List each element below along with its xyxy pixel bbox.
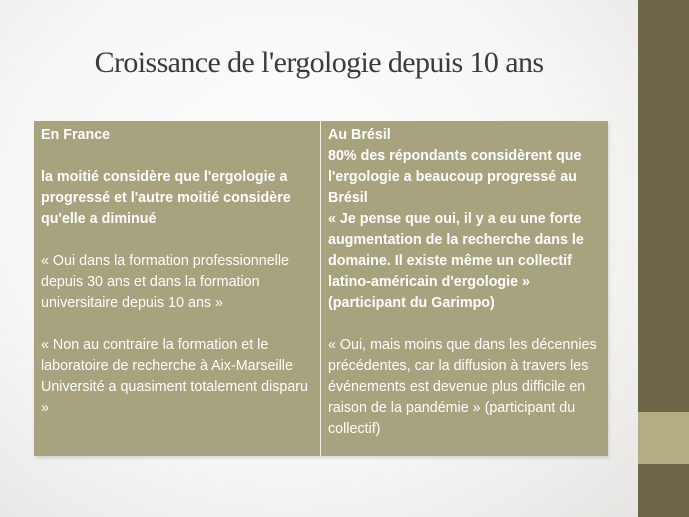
spacer [41,230,314,251]
column-header-bresil: Au Brésil [328,127,391,143]
side-accent-strip-middle [638,412,689,464]
column-header-france: En France [41,127,111,143]
table-column-bresil [321,121,608,456]
side-accent-strip-top [638,0,689,412]
table-column-france [34,121,321,456]
bresil-summary: 80% des répondants considèrent que l'ergologie a beaucoup progressé au Brésil [328,148,582,206]
france-quote-2: « Non au contraire la formation et le laboratoire de recherche à Aix-Marseille Université a quasiment totalement disparu » [41,337,309,416]
bresil-quote-1: « Je pense que oui, il y a eu une forte augmentation de la recherche dans le domaine. Il existe même un collectif latino-américain d'ergologie » (participant du Garimpo) [328,211,584,311]
france-summary: la moitié considère que l'ergologie a progressé et l'autre moitié considère qu'elle a diminué [41,169,291,227]
spacer [328,314,602,335]
side-accent-strip-bottom [638,464,689,517]
comparison-table [34,121,608,456]
spacer [41,314,314,335]
slide-title: Croissance de l'ergologie depuis 10 ans [94,46,544,79]
bresil-quote-2: « Oui, mais moins que dans les décennies précédentes, car la diffusion à travers les événements est devenue plus difficile en raison de la pandémie » (participant du collectif) [328,337,597,437]
france-quote-1: « Oui dans la formation professionnelle depuis 30 ans et dans la formation universitaire depuis 10 ans » [41,253,289,311]
spacer [41,146,314,167]
